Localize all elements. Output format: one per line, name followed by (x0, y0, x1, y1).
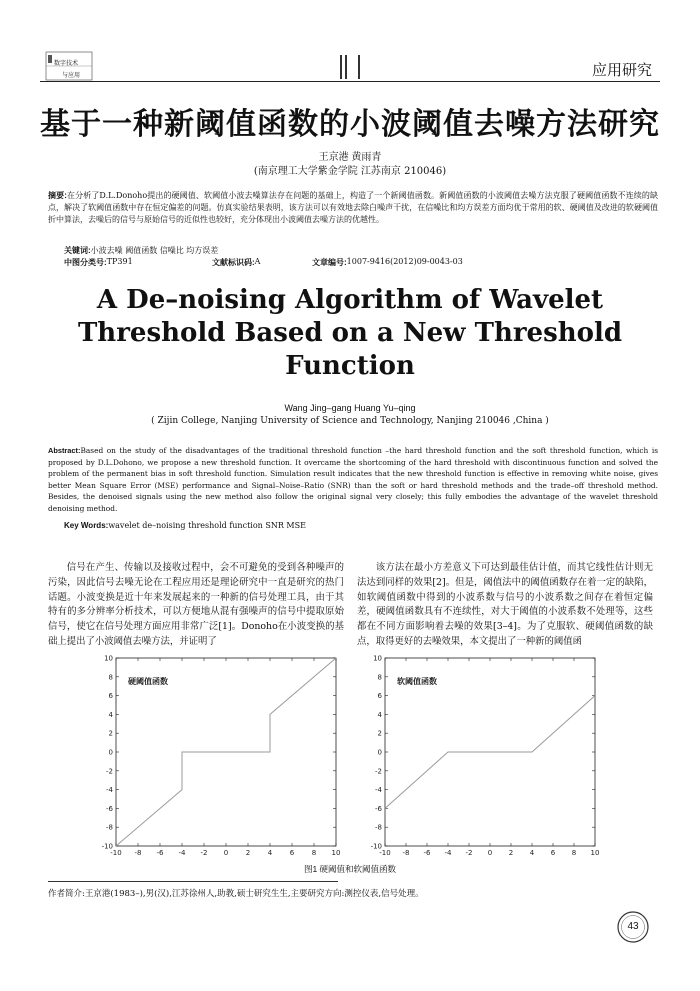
doc-code-value: A (254, 257, 261, 266)
x-tick-label: -2 (465, 849, 473, 857)
x-tick-label: 2 (508, 849, 514, 857)
y-tick-label: -6 (375, 804, 382, 813)
clc-label: 中图分类号: (64, 258, 107, 267)
authors-en: Wang Jing–gang Huang Yu–qing (284, 403, 416, 413)
x-tick-label: -8 (402, 849, 410, 857)
section-label: 应用研究 (591, 62, 652, 79)
threshold-curve (385, 696, 595, 809)
keywords-en (64, 521, 306, 530)
y-tick-label: -10 (101, 842, 113, 851)
affiliation-zh: (南京理工大学紫金学院 江苏南京 210046) (253, 166, 447, 177)
y-tick-label: 6 (108, 692, 113, 701)
article-number-value: 1007-9416(2012)09-0043-03 (346, 257, 463, 266)
abstract-zh-text: 在分析了D.L.Donoho提出的硬阈值、软阈值小波去噪算法存在问题的基础上，构造了一个新阈值函数。新阈值函数的小波阈值去噪方法克服了硬阈值函数不连续的缺点，解决了软阈值函数中存在恒定偏差的问题。仿真实验结果表明，该方法可以有效地去除白噪声干扰，在信噪比和均方误差方面均优于常用的软、硬阈值及改进的软硬阈值折中算法，去噪后的信号与原始信号的近似性也较好，充分体现出小波阈值去噪方法的优越性。 (48, 191, 658, 224)
keywords-zh-text: 小波去噪 阈值函数 信噪比 均方误差 (90, 246, 219, 255)
paper-title-en (0, 284, 700, 383)
x-tick-label: 4 (529, 849, 535, 857)
body-column-left: 信号在产生、传输以及接收过程中，会不可避免的受到各种噪声的污染，因此信号去噪无论在工程应用还是理论研究中一直是研究的热门话题。小波变换是近十年来发展起来的一种新的信号处理工具，由于其特有的多分辨率分析技术，可以方便地从混有强噪声的信号中提取原始信号，使它在信号处理方面应用非常广泛[1]。Donoho在小波变换的基础上提出了小波阈值去噪方法，并证明了 (48, 562, 344, 647)
article-number-label: 文章编号: (312, 258, 347, 267)
x-tick-label: -10 (110, 849, 122, 857)
x-tick-label: 4 (267, 849, 273, 857)
plot-title: 软阈值函数 (397, 677, 437, 686)
soft-threshold-plot (371, 655, 600, 858)
hard-threshold-plot (102, 655, 341, 858)
y-tick-label: 8 (108, 673, 113, 682)
x-tick-label: -8 (134, 849, 142, 857)
keywords-en-text: wavelet de–noising threshold function SNR MSE (108, 521, 306, 530)
y-tick-label: -4 (375, 786, 382, 795)
abstract-en-text: Based on the study of the disadvantages of the traditional threshold function –the hard threshold function and the soft threshold function, which is proposed by D.L.Dohono, we propose a new threshold function. It overcame the shortcoming of the hard threshold with discontinuous function and solved the problem of the permanent bias in soft threshold function. Simulation result indicates that the new threshold function is effective in removing white noise, gives better Mean Square Error (MSE) performance and Signal–Noise–Ratio (SNR) than the soft or hard threshold methods and the trade–off threshold method. Besides, the denoised signals using the new method also follow the original signal very closely; this fully embodies the advantage of the wavelet threshold denoising method. (48, 446, 658, 513)
y-tick-label: -4 (106, 786, 113, 795)
threshold-function-figure (98, 650, 608, 868)
y-tick-label: -8 (106, 823, 113, 832)
title-en-line1: A De–noising Algorithm of Wavelet (96, 285, 604, 315)
abstract-zh (48, 190, 658, 225)
doc-code-label: 文献标识码: (212, 258, 255, 267)
y-tick-label: 10 (104, 654, 113, 663)
x-tick-label: -4 (444, 849, 452, 857)
y-tick-label: -6 (106, 804, 113, 813)
x-tick-label: 6 (550, 849, 556, 857)
y-tick-label: 4 (377, 710, 382, 719)
page-number-badge (617, 911, 649, 943)
x-tick-label: 6 (289, 849, 295, 857)
clc-value: TP391 (106, 257, 133, 266)
x-tick-label: -2 (200, 849, 208, 857)
abstract-en-label: Abstract: (48, 446, 81, 455)
affiliation-en: ( Zijin College, Nanjing University of Science and Technology, Nanjing 210046 ,China ) (151, 416, 549, 426)
x-tick-label: 0 (223, 849, 229, 857)
figure-caption: 图1 硬阈值和软阈值函数 (303, 864, 397, 874)
plot-title: 硬阈值函数 (128, 677, 168, 686)
x-tick-label: 8 (311, 849, 317, 857)
y-tick-label: -2 (375, 767, 382, 776)
x-tick-label: -4 (178, 849, 186, 857)
abstract-zh-label: 摘要: (48, 191, 67, 200)
threshold-curve (116, 658, 336, 846)
header-divider-bar (340, 55, 342, 79)
journal-logo (44, 50, 94, 82)
keywords-zh (64, 245, 218, 256)
y-tick-label: 4 (108, 710, 113, 719)
header-divider-bar (358, 55, 360, 79)
page-number: 43 (627, 921, 639, 932)
y-tick-label: 8 (377, 673, 382, 682)
x-tick-label: -6 (156, 849, 164, 857)
y-tick-label: 10 (373, 654, 382, 663)
y-tick-label: 6 (377, 692, 382, 701)
y-tick-label: 2 (377, 729, 382, 738)
y-tick-label: -2 (106, 767, 113, 776)
body-column-right: 该方法在最小方差意义下可达到最佳估计值，而其它线性估计则无法达到同样的效果[2]。但是，阈值法中的阈值函数存在着一定的缺陷，如软阈值函数中得到的小波系数与信号的小波系数之间存在着恒定偏差，硬阈值函数具有不连续性，对大于阈值的小波系数不处理等，这些都在不同方面影响着去噪的效果[3–4]。为了克服软、硬阈值函数的缺点，取得更好的去噪效果，本文提出了一种新的阈值函 (357, 562, 653, 647)
x-tick-label: -6 (423, 849, 431, 857)
title-en-line3: Function (285, 351, 415, 381)
x-tick-label: 0 (487, 849, 493, 857)
abstract-en (48, 445, 658, 515)
x-tick-label: 8 (571, 849, 577, 857)
x-tick-label: 10 (331, 849, 341, 857)
header-divider-bar (345, 55, 347, 79)
x-tick-label: -10 (379, 849, 391, 857)
paper-title-zh: 基于一种新阈值函数的小波阈值去噪方法研究 (40, 107, 660, 142)
journal-logo-line1: 数字技术 (54, 60, 79, 67)
title-en-line2: Threshold Based on a New Threshold (77, 318, 623, 348)
keywords-zh-label: 关键词: (64, 246, 91, 255)
header-rule (40, 81, 660, 82)
y-tick-label: 0 (377, 748, 382, 757)
journal-logo-line2: 与应用 (62, 72, 81, 79)
y-tick-label: 2 (108, 729, 113, 738)
y-tick-label: 0 (108, 748, 113, 757)
authors-zh: 王京港 黄雨青 (318, 152, 382, 163)
y-tick-label: -8 (375, 823, 382, 832)
x-tick-label: 2 (245, 849, 251, 857)
author-note: 作者简介:王京港(1983–),男(汉),江苏徐州人,助教,硕士研究生生,主要研究方向:测控仪表,信号处理。 (48, 889, 424, 899)
keywords-en-label: Key Words: (64, 521, 109, 530)
y-tick-label: -10 (370, 842, 382, 851)
x-tick-label: 10 (590, 849, 600, 857)
footnote-rule (48, 881, 338, 882)
